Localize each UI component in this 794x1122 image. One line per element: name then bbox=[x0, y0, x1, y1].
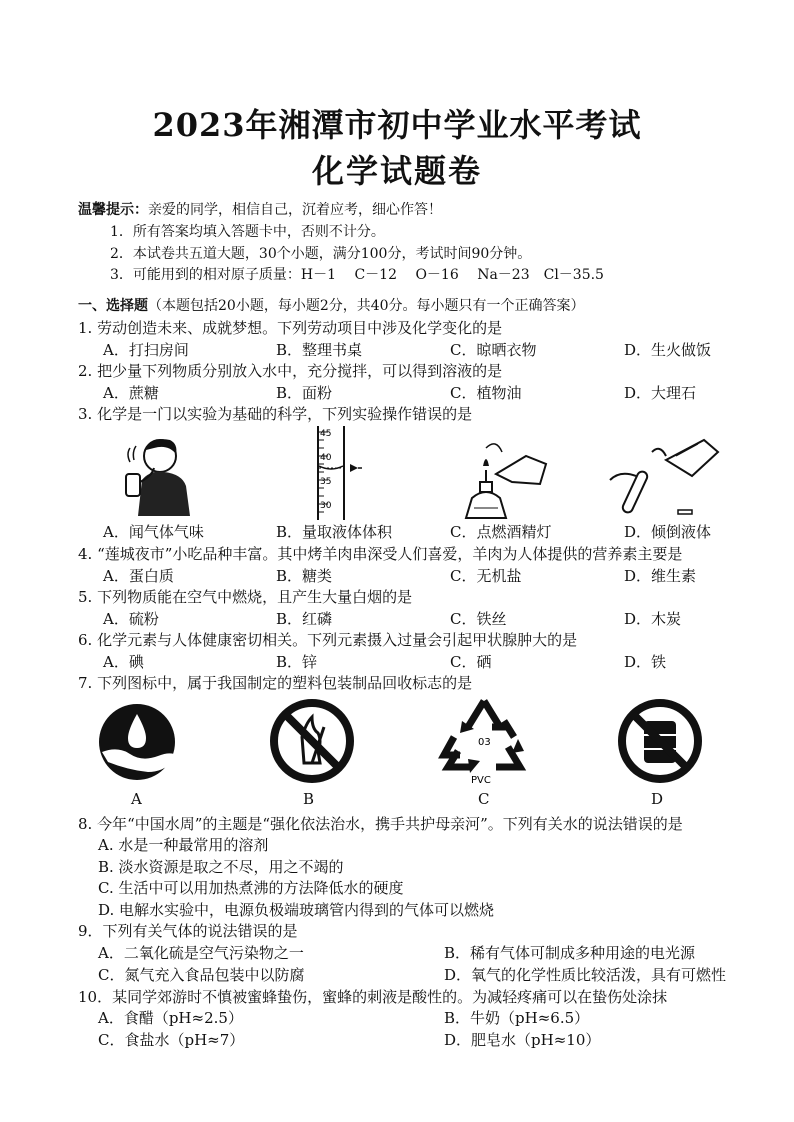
option: C．植物油 bbox=[450, 384, 522, 402]
option: D．维生素 bbox=[624, 567, 697, 585]
question-stem: 2. 把少量下列物质分别放入水中，充分搅拌，可以得到溶液的是 bbox=[78, 362, 503, 380]
tick-label: 40 bbox=[320, 453, 332, 463]
option: B. 淡水资源是取之不尽，用之不竭的 bbox=[98, 858, 344, 876]
section-heading bbox=[78, 295, 585, 315]
option: D. 电解水实验中，电源负极端玻璃管内得到的气体可以燃烧 bbox=[98, 901, 495, 919]
tip-item-1: 1．所有答案均填入答题卡中，否则不计分。 bbox=[110, 224, 385, 240]
option: A．食醋（pH≈2.5） bbox=[98, 1009, 243, 1027]
option: C. 生活中可以用加热煮沸的方法降低水的硬度 bbox=[98, 879, 404, 897]
question-stem: 5. 下列物质能在空气中燃烧，且产生大量白烟的是 bbox=[78, 588, 413, 606]
option: D．生火做饭 bbox=[624, 341, 712, 359]
option: D．木炭 bbox=[624, 610, 682, 628]
exam-title: 2023年湘潭市初中学业水平考试 bbox=[152, 106, 642, 144]
question-stem: 3. 化学是一门以实验为基础的科学，下列实验操作错误的是 bbox=[78, 405, 473, 423]
question-stem: 9．下列有关气体的说法错误的是 bbox=[78, 922, 298, 940]
alcohol-lamp-figure bbox=[456, 434, 556, 522]
question-stem: 6. 化学元素与人体健康密切相关。下列元素摄入过量会引起甲状腺肿大的是 bbox=[78, 631, 578, 649]
option: C．无机盐 bbox=[450, 567, 522, 585]
option: A．硫粉 bbox=[103, 610, 159, 628]
no-fire-icon bbox=[268, 697, 356, 785]
option: A．二氧化硫是空气污染物之一 bbox=[98, 944, 304, 962]
option: D．肥皂水（pH≈10） bbox=[444, 1031, 601, 1049]
tip-item-3: 3．可能用到的相对原子质量：H－1 C－12 O－16 Na－23 Cl－35.5 bbox=[110, 267, 604, 283]
option: B．锌 bbox=[276, 653, 318, 671]
tip-item-2: 2．本试卷共五道大题，30个小题，满分100分，考试时间90分钟。 bbox=[110, 246, 532, 262]
option: C．点燃酒精灯 bbox=[450, 523, 552, 541]
tick-label: 30 bbox=[320, 501, 332, 511]
option: A bbox=[131, 790, 142, 808]
option: C．晾晒衣物 bbox=[450, 341, 537, 359]
tips-label: 温馨提示： bbox=[78, 202, 148, 218]
option: C．氮气充入食品包装中以防腐 bbox=[98, 966, 305, 984]
option: B．糖类 bbox=[276, 567, 333, 585]
option: B．稀有气体可制成多种用途的电光源 bbox=[444, 944, 696, 962]
exam-subtitle: 化学试题卷 bbox=[311, 152, 482, 190]
question-stem: 10．某同学郊游时不慎被蜜蜂蛰伤，蜜蜂的刺液是酸性的。为减轻疼痛可以在蛰伤处涂抹 bbox=[78, 988, 668, 1006]
question-stem: 7. 下列图标中，属于我国制定的塑料包装制品回收标志的是 bbox=[78, 674, 473, 692]
no-barrel-icon bbox=[616, 697, 704, 785]
pour-liquid-figure bbox=[606, 430, 726, 520]
tick-label: 45 bbox=[320, 429, 332, 439]
question-stem: 4. “莲城夜市”小吃品种丰富。其中烤羊肉串深受人们喜爱，羊肉为人体提供的营养素主要是 bbox=[78, 545, 683, 563]
option: B．面粉 bbox=[276, 384, 333, 402]
recycle-label: PVC bbox=[471, 775, 491, 786]
smell-gas-figure bbox=[108, 430, 208, 520]
option: B．牛奶（pH≈6.5） bbox=[444, 1009, 590, 1027]
tips-text: 亲爱的同学，相信自己，沉着应考，细心作答！ bbox=[148, 202, 442, 218]
question-stem: 8. 今年“中国水周”的主题是“强化依法治水，携手共护母亲河”。下列有关水的说法错误的是 bbox=[78, 815, 683, 833]
option: B bbox=[303, 790, 315, 808]
option: B．红磷 bbox=[276, 610, 333, 628]
question-stem: 1. 劳动创造未来、成就梦想。下列劳动项目中涉及化学变化的是 bbox=[78, 319, 503, 337]
option: A．碘 bbox=[103, 653, 144, 671]
option: A. 水是一种最常用的溶剂 bbox=[98, 836, 269, 854]
option: D bbox=[651, 790, 664, 808]
option: D．氧气的化学性质比较活泼，具有可燃性 bbox=[444, 966, 727, 984]
option: C bbox=[478, 790, 490, 808]
option: C．食盐水（pH≈7） bbox=[98, 1031, 245, 1049]
section-title: 一、选择题 bbox=[78, 298, 148, 314]
tips-line bbox=[78, 199, 442, 219]
option: C．铁丝 bbox=[450, 610, 507, 628]
section-note: （本题包括20小题，每小题2分，共40分。每小题只有一个正确答案） bbox=[148, 298, 585, 314]
recycle-icon bbox=[438, 695, 530, 787]
option: A．打扫房间 bbox=[103, 341, 189, 359]
option: A．闻气体气味 bbox=[103, 523, 204, 541]
recycle-code: 03 bbox=[478, 737, 491, 748]
option: D．铁 bbox=[624, 653, 667, 671]
option: A．蔗糖 bbox=[103, 384, 159, 402]
graduated-cylinder-figure bbox=[300, 424, 380, 524]
option: A．蛋白质 bbox=[103, 567, 174, 585]
option: B．整理书桌 bbox=[276, 341, 363, 359]
option: C．硒 bbox=[450, 653, 492, 671]
option: D．倾倒液体 bbox=[624, 523, 712, 541]
option: B．量取液体体积 bbox=[276, 523, 393, 541]
water-saving-icon bbox=[98, 700, 176, 784]
tick-label: 35 bbox=[320, 477, 332, 487]
option: D．大理石 bbox=[624, 384, 697, 402]
